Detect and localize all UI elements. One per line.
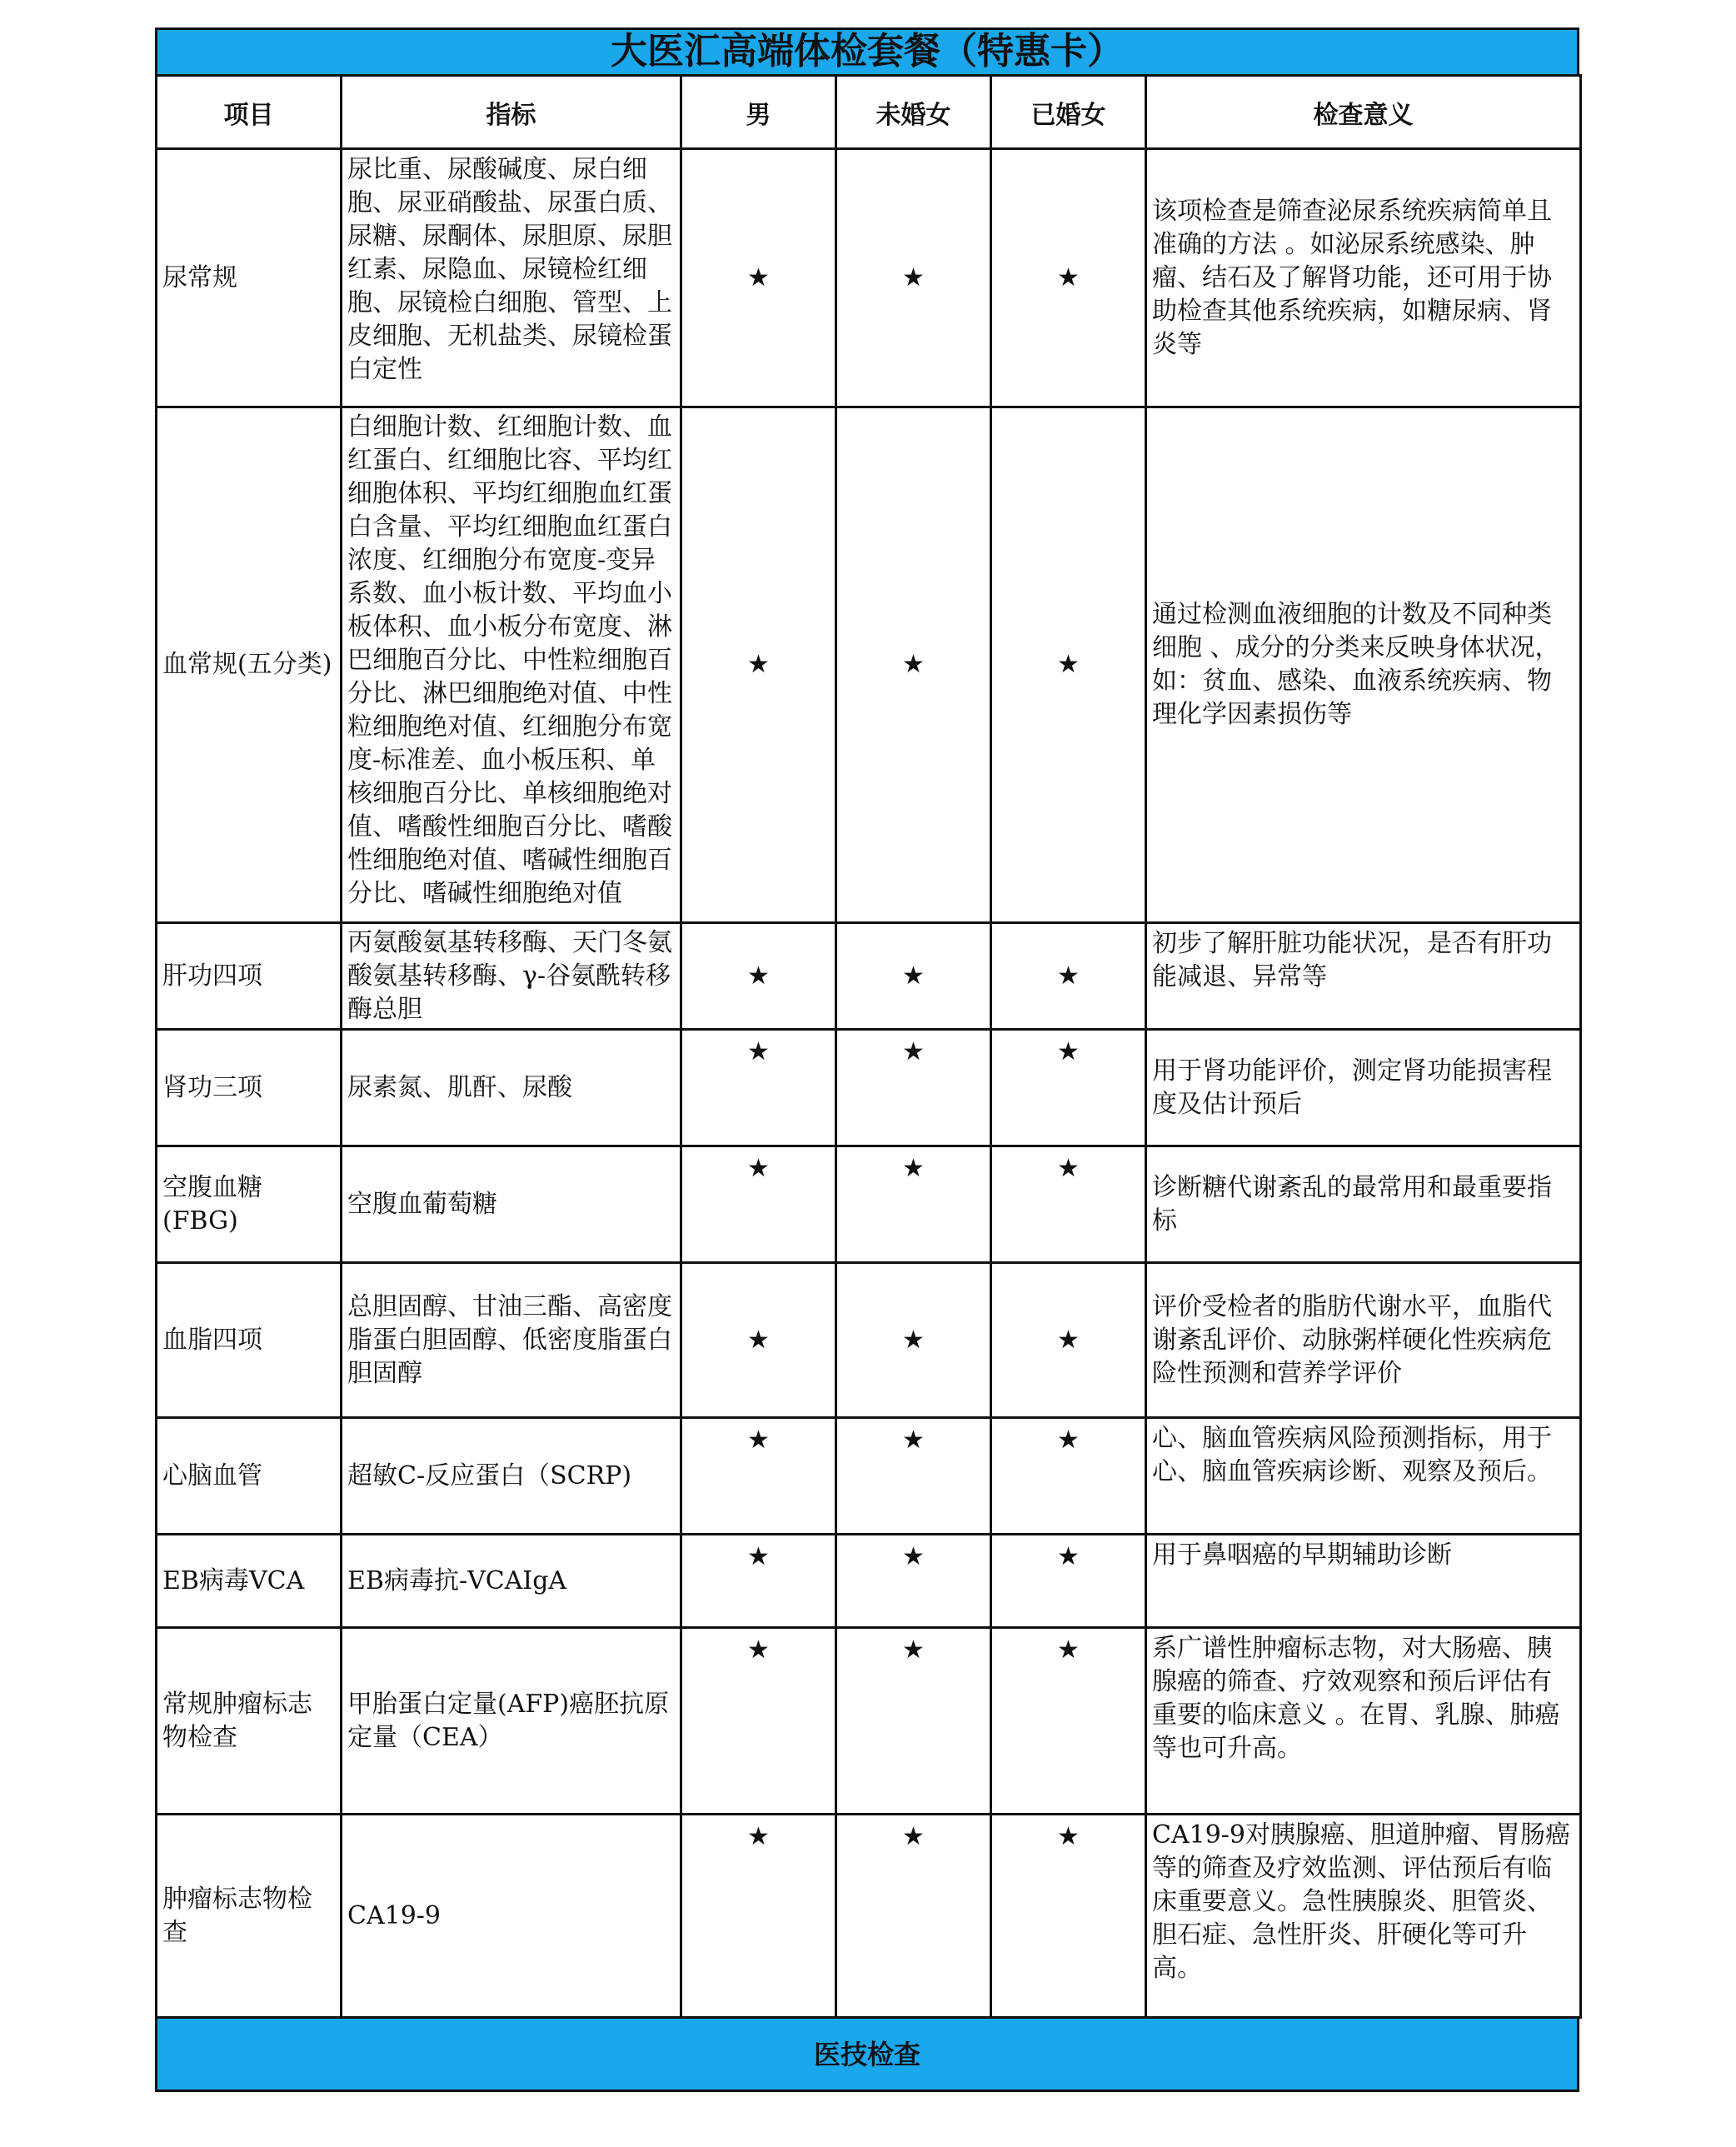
- star-icon: ★: [681, 1263, 836, 1418]
- star-icon: ★: [836, 1030, 991, 1146]
- metric-cell: 超敏C-反应蛋白（SCRP): [342, 1418, 681, 1535]
- star-icon: ★: [991, 1030, 1146, 1146]
- table-row: [157, 1418, 1581, 1535]
- meaning-cell: 用于鼻咽癌的早期辅助诊断: [1146, 1535, 1581, 1628]
- table-row: [157, 923, 1581, 1030]
- header-unmarried-female: 未婚女: [836, 76, 991, 149]
- star-icon: ★: [991, 1628, 1146, 1815]
- meaning-cell: 通过检测血液细胞的计数及不同种类细胞 、成分的分类来反映身体状况，如：贫血、感染、血液系统疾病、物理化学因素损伤等: [1146, 407, 1581, 923]
- header-married-female: 已婚女: [991, 76, 1146, 149]
- table-row: [157, 1535, 1581, 1628]
- table-row: [157, 1628, 1581, 1815]
- section-footer: 医技检查: [155, 2019, 1579, 2092]
- star-icon: ★: [681, 1146, 836, 1263]
- star-icon: ★: [681, 1535, 836, 1628]
- item-cell: 空腹血糖(FBG): [157, 1146, 342, 1263]
- meaning-cell: 心、脑血管疾病风险预测指标，用于心、脑血管疾病诊断、观察及预后。: [1146, 1418, 1581, 1535]
- star-icon: ★: [836, 1535, 991, 1628]
- item-cell: 肝功四项: [157, 923, 342, 1030]
- header-row: [157, 76, 1581, 149]
- meaning-cell: 评价受检者的脂肪代谢水平，血脂代谢紊乱评价、动脉粥样硬化性疾病危险性预测和营养学评价: [1146, 1263, 1581, 1418]
- package-title: 大医汇高端体检套餐（特惠卡）: [155, 27, 1579, 74]
- star-icon: ★: [681, 1815, 836, 2018]
- star-icon: ★: [836, 1418, 991, 1535]
- star-icon: ★: [836, 149, 991, 407]
- star-icon: ★: [991, 923, 1146, 1030]
- star-icon: ★: [681, 1030, 836, 1146]
- table-row: [157, 1263, 1581, 1418]
- metric-text: 白细胞计数、红细胞计数、血红蛋白、红细胞比容、平均红细胞体积、平均红细胞血红蛋白含量、平均红细胞血红蛋白浓度、红细胞分布宽度-变异系数、血小板计数、平均血小板体积、血小板分布宽度、淋巴细胞百分比、中性粒细胞百分比、淋巴细胞绝对值、中性粒细胞绝对值、红细胞分布宽度-标准差、血小板压积、单核细胞百分比、单核细胞绝对值、嗜酸性细胞百分比、嗜酸性细胞绝对值、嗜碱性细胞百分比、嗜碱性细胞绝对值: [347, 412, 672, 908]
- meaning-cell: 该项检查是筛查泌尿系统疾病简单且准确的方法 。如泌尿系统感染、肿瘤、结石及了解肾功能，还可用于协助检查其他系统疾病，如糖尿病、肾炎等: [1146, 149, 1581, 407]
- meaning-cell: 用于肾功能评价，测定肾功能损害程度及估计预后: [1146, 1030, 1581, 1146]
- metric-cell: 总胆固醇、甘油三酯、高密度脂蛋白胆固醇、低密度脂蛋白胆固醇: [342, 1263, 681, 1418]
- table-row: [157, 1030, 1581, 1146]
- star-icon: ★: [681, 407, 836, 923]
- package-table: [155, 74, 1582, 2019]
- star-icon: ★: [836, 923, 991, 1030]
- item-cell: 尿常规: [157, 149, 342, 407]
- metric-cell: [342, 407, 681, 923]
- star-icon: ★: [836, 1146, 991, 1263]
- metric-cell: 尿素氮、肌酐、尿酸: [342, 1030, 681, 1146]
- table-row: [157, 407, 1581, 923]
- item-cell: 心脑血管: [157, 1418, 342, 1535]
- item-cell: EB病毒VCA: [157, 1535, 342, 1628]
- star-icon: ★: [836, 407, 991, 923]
- item-cell: 常规肿瘤标志物检查: [157, 1628, 342, 1815]
- item-cell: 肾功三项: [157, 1030, 342, 1146]
- meaning-cell: 初步了解肝脏功能状况，是否有肝功能减退、异常等: [1146, 923, 1581, 1030]
- metric-cell: 空腹血葡萄糖: [342, 1146, 681, 1263]
- metric-cell: EB病毒抗-VCAIgA: [342, 1535, 681, 1628]
- star-icon: ★: [681, 1628, 836, 1815]
- star-icon: ★: [681, 1418, 836, 1535]
- meaning-cell: CA19-9对胰腺癌、胆道肿瘤、胃肠癌等的筛查及疗效监测、评估预后有临床重要意义。急性胰腺炎、胆管炎、胆石症、急性肝炎、肝硬化等可升高。: [1146, 1815, 1581, 2018]
- star-icon: ★: [991, 149, 1146, 407]
- table-row: [157, 149, 1581, 407]
- metric-cell: 丙氨酸氨基转移酶、天门冬氨酸氨基转移酶、γ-谷氨酰转移酶总胆: [342, 923, 681, 1030]
- star-icon: ★: [991, 1146, 1146, 1263]
- star-icon: ★: [836, 1263, 991, 1418]
- header-male: 男: [681, 76, 836, 149]
- metric-text: 尿比重、尿酸碱度、尿白细胞、尿亚硝酸盐、尿蛋白质、尿糖、尿酮体、尿胆原、尿胆红素、尿隐血、尿镜检红细胞、尿镜检白细胞、管型、上皮细胞、无机盐类、尿镜检蛋白定性: [347, 154, 672, 384]
- meaning-cell: 系广谱性肿瘤标志物，对大肠癌、胰腺癌的筛查、疗效观察和预后评估有重要的临床意义 。在胃、乳腺、肺癌等也可升高。: [1146, 1628, 1581, 1815]
- table-row: [157, 1815, 1581, 2018]
- header-meaning: 检查意义: [1146, 76, 1581, 149]
- star-icon: ★: [991, 1418, 1146, 1535]
- star-icon: ★: [836, 1815, 991, 2018]
- package-sheet: [155, 27, 1579, 2092]
- star-icon: ★: [991, 1263, 1146, 1418]
- star-icon: ★: [991, 1815, 1146, 2018]
- item-cell: 肿瘤标志物检查: [157, 1815, 342, 2018]
- metric-cell: CA19-9: [342, 1815, 681, 2018]
- star-icon: ★: [681, 923, 836, 1030]
- metric-cell: [342, 149, 681, 407]
- item-cell: 血脂四项: [157, 1263, 342, 1418]
- item-cell: 血常规(五分类): [157, 407, 342, 923]
- header-metric: 指标: [342, 76, 681, 149]
- header-item: 项目: [157, 76, 342, 149]
- star-icon: ★: [836, 1628, 991, 1815]
- star-icon: ★: [991, 407, 1146, 923]
- star-icon: ★: [991, 1535, 1146, 1628]
- meaning-cell: 诊断糖代谢紊乱的最常用和最重要指标: [1146, 1146, 1581, 1263]
- star-icon: ★: [681, 149, 836, 407]
- metric-cell: 甲胎蛋白定量(AFP)癌胚抗原定量（CEA）: [342, 1628, 681, 1815]
- table-row: [157, 1146, 1581, 1263]
